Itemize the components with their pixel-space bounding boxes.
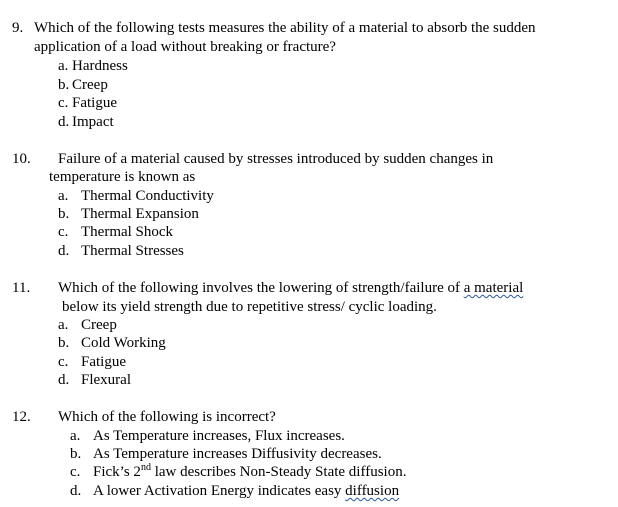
option-letter: d.	[58, 243, 70, 259]
option-text	[93, 482, 399, 501]
spellcheck-underlined-word: diffusion	[345, 483, 400, 499]
option-letter: c.	[58, 354, 69, 370]
question-number: 10.	[12, 151, 31, 167]
option-text	[93, 463, 406, 482]
question-text-line-2: below its yield strength due to repetitive stress/ cyclic loading.	[62, 299, 437, 315]
option-letter: d.	[58, 114, 70, 130]
question-text-line-1	[58, 279, 523, 298]
option-letter: a.	[58, 188, 69, 204]
option-text: Thermal Stresses	[81, 243, 184, 259]
option-letter: a.	[58, 317, 69, 333]
option-text: Flexural	[81, 372, 131, 388]
option-letter: b.	[58, 77, 70, 93]
question-number: 9.	[12, 20, 24, 36]
option-letter: c.	[70, 464, 81, 480]
option-letter: d.	[70, 483, 82, 499]
question-text-line-2: temperature is known as	[49, 169, 196, 185]
question-text-line-1: Failure of a material caused by stresses introduced by sudden changes in	[58, 151, 494, 167]
option-letter: a.	[58, 58, 69, 74]
option-text: Thermal Expansion	[81, 206, 199, 222]
option-text: Hardness	[72, 58, 128, 74]
option-text: Thermal Shock	[81, 224, 174, 240]
option-letter: b.	[58, 335, 70, 351]
option-text: Impact	[72, 114, 114, 130]
option-letter: b.	[70, 446, 82, 462]
question-text-line-1: Which of the following is incorrect?	[58, 409, 276, 425]
question-number: 12.	[12, 409, 31, 425]
question-number: 11.	[12, 280, 31, 296]
option-letter: c.	[58, 95, 69, 111]
question-text-line-1-start: Which of the following involves the lowering of strength/failure of	[58, 280, 460, 296]
option-text: Creep	[81, 317, 117, 333]
option-text-end: law describes Non-Steady State diffusion.	[150, 464, 407, 480]
option-letter: c.	[58, 224, 69, 240]
option-text: Thermal Conductivity	[81, 188, 214, 204]
option-text: As Temperature increases Diffusivity decreases.	[93, 446, 382, 462]
spellcheck-underlined-phrase: a material	[463, 280, 524, 296]
question-text-line-1: Which of the following tests measures the ability of a material to absorb the sudden	[34, 20, 536, 36]
option-text: Fatigue	[72, 95, 117, 111]
option-letter: d.	[58, 372, 70, 388]
ordinal-superscript: nd	[140, 462, 151, 473]
question-text-line-2: application of a load without breaking or fracture?	[34, 39, 336, 55]
option-text: Fatigue	[81, 354, 126, 370]
option-text-start: A lower Activation Energy indicates easy	[93, 483, 346, 499]
option-text: Creep	[72, 77, 108, 93]
option-text: As Temperature increases, Flux increases.	[93, 428, 345, 444]
option-text-start: Fick’s 2	[93, 464, 141, 480]
option-letter: b.	[58, 206, 70, 222]
option-letter: a.	[70, 428, 81, 444]
option-text: Cold Working	[81, 335, 166, 351]
